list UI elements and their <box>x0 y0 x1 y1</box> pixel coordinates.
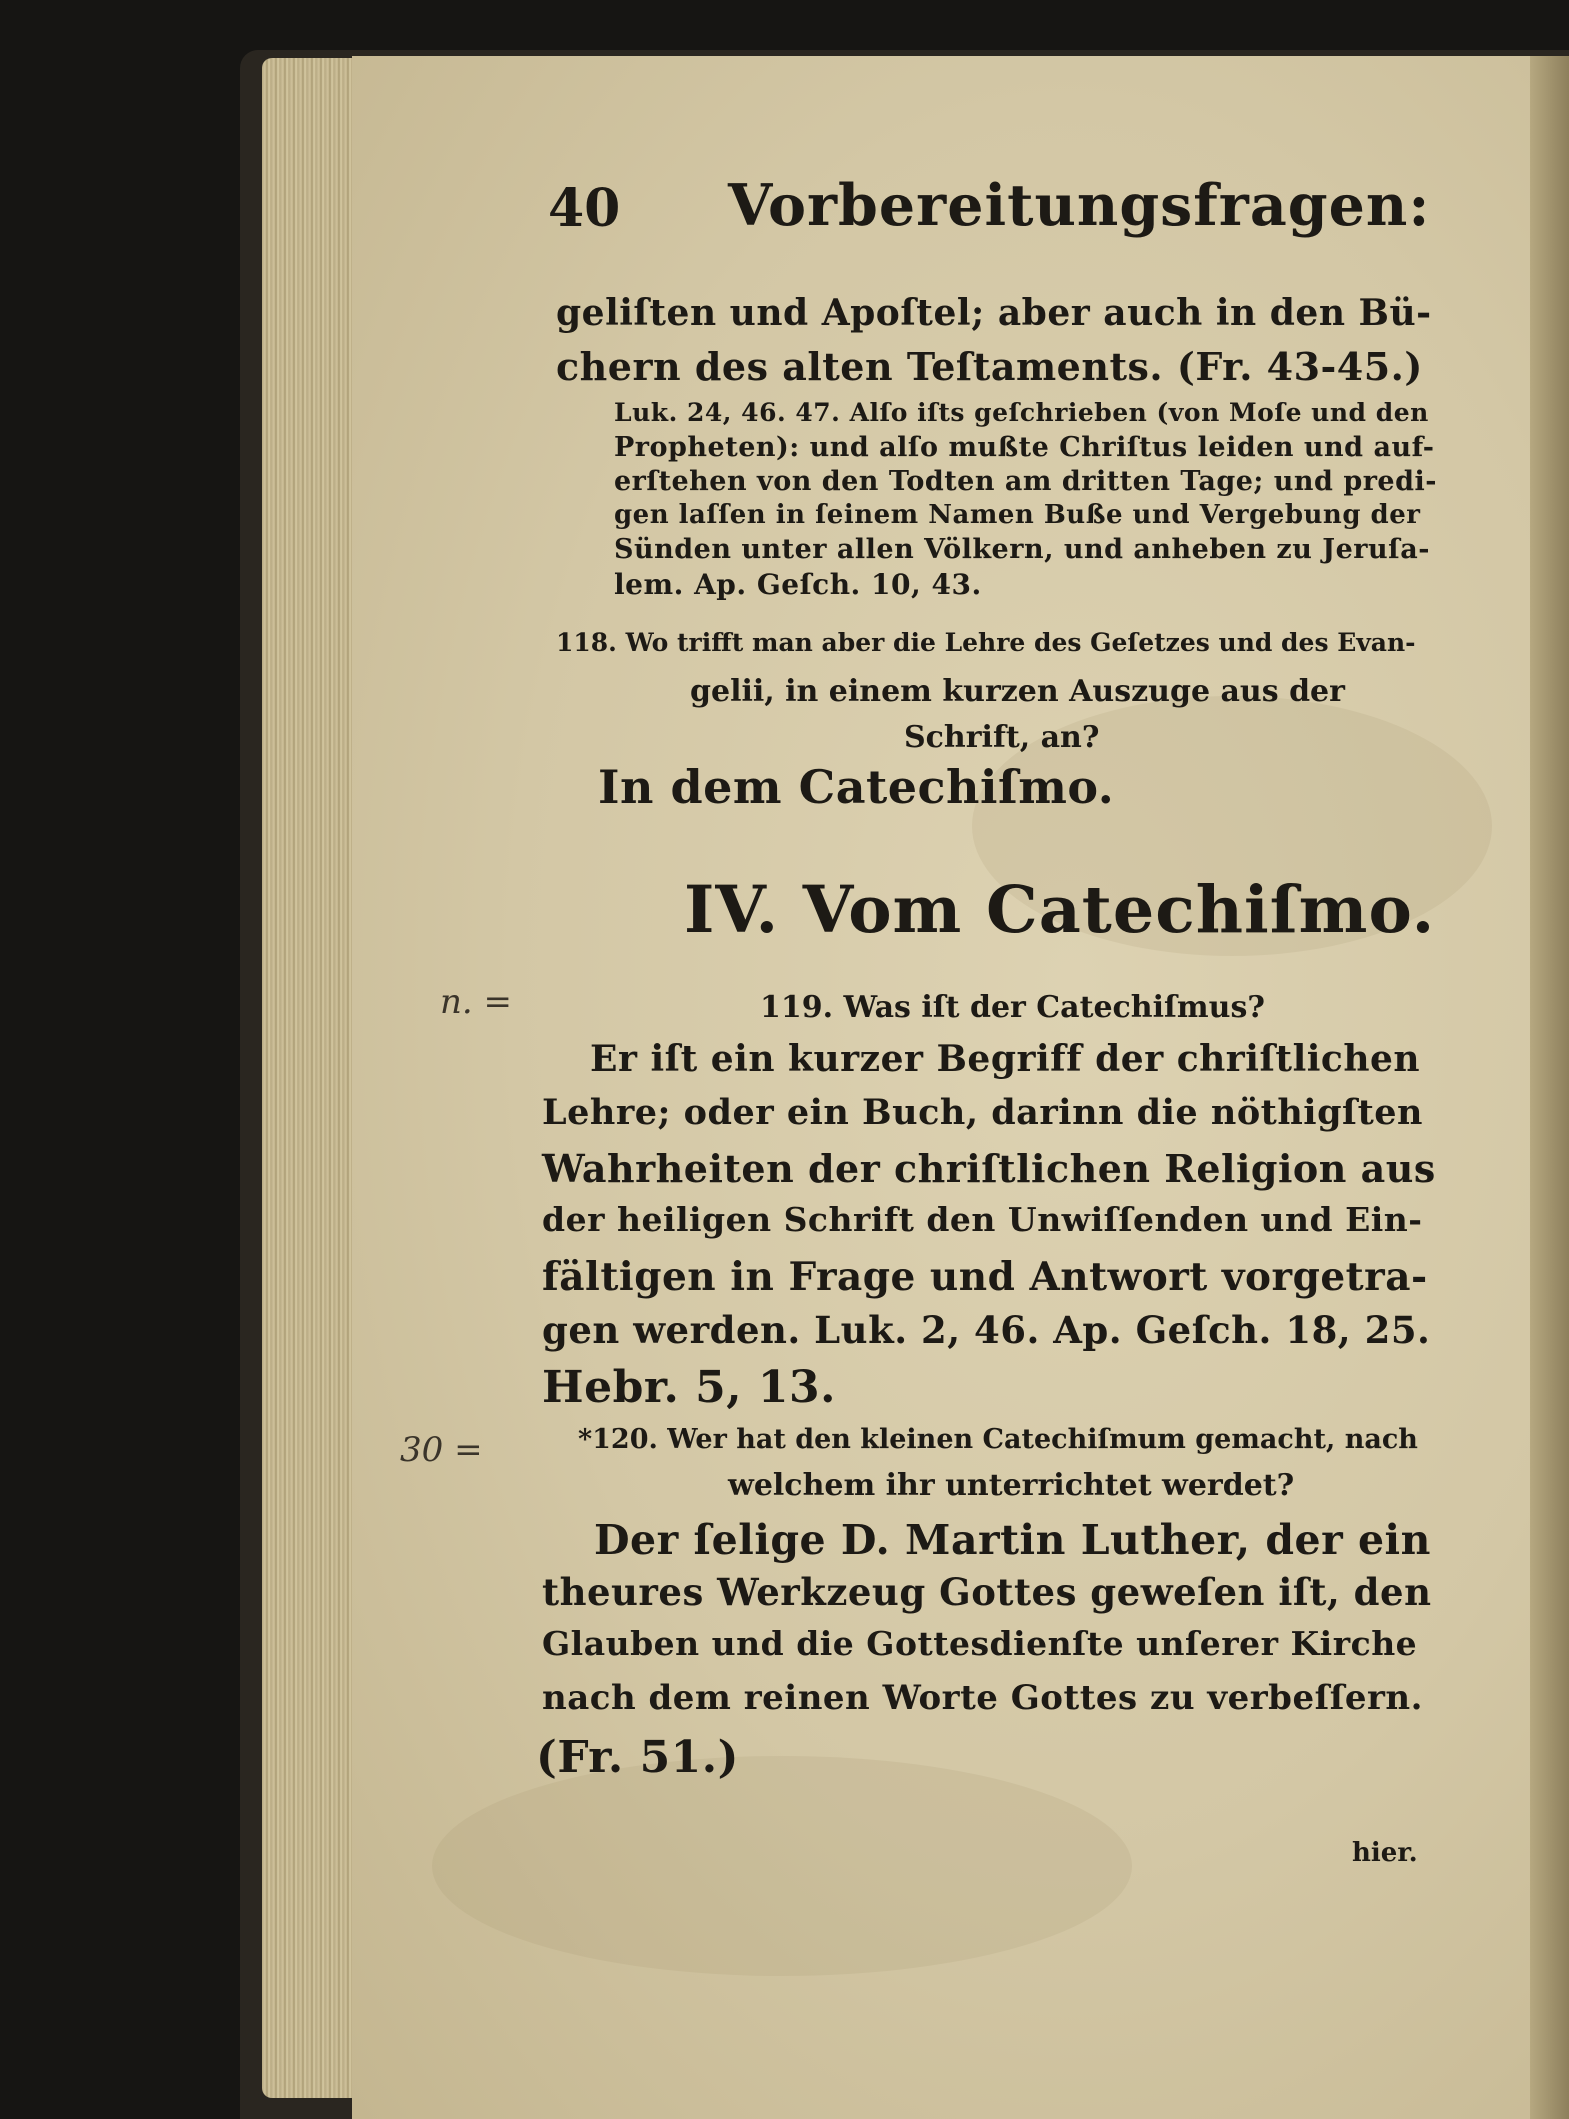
continuation-line: geliſten und Apoſtel; aber auch in den Bü- <box>556 292 1432 334</box>
answer-118: In dem Catechiſmo. <box>598 760 1115 814</box>
question-118-line: Schrift, an? <box>904 720 1100 755</box>
citation-line: gen laſſen in ſeinem Namen Buße und Vergebung der <box>614 500 1421 530</box>
margin-note-120: 30 = <box>400 1430 483 1470</box>
answer-119-line: Hebr. 5, 13. <box>542 1362 836 1413</box>
citation-line: Luk. 24, 46. 47. Alſo iſts geſchrieben (von Moſe und den <box>614 398 1429 427</box>
page-block-edges <box>262 58 358 2098</box>
question-119: 119. Was iſt der Catechiſmus? <box>760 990 1265 1025</box>
answer-120-line: nach dem reinen Worte Gottes zu verbeſſern. <box>542 1678 1423 1718</box>
continuation-line: chern des alten Teſtaments. (Fr. 43-45.) <box>556 344 1423 389</box>
question-120-line: welchem ihr unterrichtet werdet? <box>728 1468 1295 1503</box>
question-120-line: *120. Wer hat den kleinen Catechiſmum gemacht, nach <box>578 1424 1418 1455</box>
citation-line: lem. Ap. Geſch. 10, 43. <box>614 568 982 601</box>
answer-119-line: der heiligen Schrift den Unwiſſenden und Ein- <box>542 1200 1423 1239</box>
running-title: Vorbereitungsfragen: <box>728 172 1431 239</box>
answer-120-line: Glauben und die Gottesdienſte unſerer Kirche <box>542 1624 1418 1663</box>
margin-note-119: n. = <box>440 982 513 1022</box>
section-heading: IV. Vom Catechiſmo. <box>684 872 1436 948</box>
answer-120-line: (Fr. 51.) <box>536 1732 739 1783</box>
answer-119-line: Er iſt ein kurzer Begriff der chriſtlichen <box>590 1038 1421 1080</box>
question-118-line: 118. Wo trifft man aber die Lehre des Geſetzes und des Evan- <box>556 628 1416 657</box>
answer-119-line: Wahrheiten der chriſtlichen Religion aus <box>542 1146 1436 1191</box>
citation-line: Sünden unter allen Völkern, und anheben zu Jeruſa- <box>614 534 1430 565</box>
citation-line: Propheten): und alſo mußte Chriſtus leiden und auf- <box>614 432 1435 463</box>
question-118-line: gelii, in einem kurzen Auszuge aus der <box>690 674 1345 709</box>
answer-119-line: gen werden. Luk. 2, 46. Ap. Geſch. 18, 25. <box>542 1308 1431 1352</box>
answer-119-line: Lehre; oder ein Buch, darinn die nöthigſten <box>542 1092 1423 1133</box>
page-number: 40 <box>548 178 621 239</box>
gutter-shadow <box>1530 56 1569 2119</box>
answer-120-line: Der ſelige D. Martin Luther, der ein <box>594 1516 1431 1564</box>
citation-line: erſtehen von den Todten am dritten Tage; und predi- <box>614 466 1437 497</box>
answer-120-line: theures Werkzeug Gottes geweſen iſt, den <box>542 1570 1432 1614</box>
answer-119-line: fältigen in Frage und Antwort vorgetra- <box>542 1254 1428 1300</box>
catchword: hier. <box>1352 1838 1418 1868</box>
